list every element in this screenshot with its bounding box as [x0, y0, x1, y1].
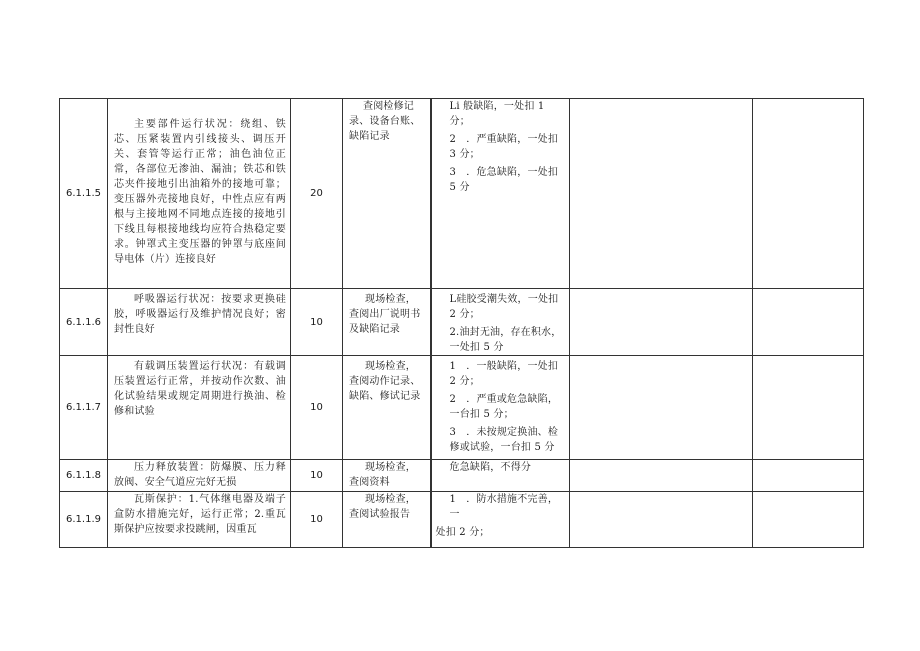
criteria-item: Li 般缺陷，一处扣 1 分；	[449, 101, 545, 127]
item-content: 瓦斯保护：1.气体继电器及端子盒防水措施完好，运行正常；2.重瓦斯保护应按要求投跳闸，因重瓦	[114, 494, 286, 535]
item-content: 压力释放装置：防爆膜、压力释放阀、安全气道应完好无损	[114, 462, 286, 488]
blank-cell	[570, 356, 753, 460]
check-method-cell	[343, 460, 431, 492]
criteria-item: 2 ．严重或危急缺陷，一台扣 5 分；	[449, 394, 559, 420]
item-code: 6.1.1.8	[60, 460, 108, 492]
item-score: 10	[291, 356, 343, 460]
item-content: 呼吸器运行状况：按要求更换硅胶，呼吸器运行及维护情况良好；密封性良好	[114, 294, 286, 335]
check-method: 现场检查，查阅资料	[349, 462, 416, 488]
blank-cell	[570, 99, 753, 289]
table-row	[60, 492, 864, 548]
item-code: 6.1.1.6	[60, 289, 108, 356]
inspection-table	[59, 98, 864, 548]
criteria-cell	[431, 492, 570, 548]
criteria-list	[432, 492, 570, 544]
blank-cell	[570, 492, 753, 548]
item-code: 6.1.1.5	[60, 99, 108, 289]
criteria-cell	[431, 99, 570, 289]
item-content-cell	[108, 289, 291, 356]
item-content: 有载调压装置运行状况：有载调压装置运行正常，并按动作次数、油化试验结果或规定周期进行换油、检修和试验	[114, 361, 286, 417]
blank-cell	[753, 492, 864, 548]
criteria-item: L硅胶受潮失效，一处扣 2 分；	[449, 294, 559, 320]
check-method-cell	[343, 492, 431, 548]
check-method: 现场检查，查阅动作记录、缺陷、修试记录	[349, 361, 421, 402]
blank-cell	[753, 460, 864, 492]
item-score: 10	[291, 460, 343, 492]
criteria-item: 1 ．防水措施不完善，一	[449, 494, 559, 520]
blank-cell	[570, 460, 753, 492]
criteria-item: 处扣 2 分；	[435, 527, 490, 538]
item-code: 6.1.1.7	[60, 356, 108, 460]
item-score: 10	[291, 492, 343, 548]
blank-cell	[570, 289, 753, 356]
criteria-item: 1 ．一般缺陷，一处扣 2 分；	[449, 361, 559, 387]
item-content-cell	[108, 99, 291, 289]
blank-cell	[753, 289, 864, 356]
check-method: 现场检查，查阅试验报告	[349, 494, 416, 520]
criteria-item: 3 ．危急缺陷，一处扣 5 分	[449, 167, 559, 193]
check-method: 查阅检修记录、设备台账、缺陷记录	[349, 101, 421, 142]
check-method: 现场检查，查阅出厂说明书及缺陷记录	[349, 294, 421, 335]
blank-cell	[753, 356, 864, 460]
blank-cell	[753, 99, 864, 289]
criteria-list	[432, 292, 570, 355]
check-method-cell	[343, 99, 431, 289]
criteria-cell	[431, 289, 570, 356]
item-content-cell	[108, 356, 291, 460]
criteria-list	[432, 460, 570, 475]
item-score: 20	[291, 99, 343, 289]
criteria-item: 3 ．未按规定换油、检修或试验，一台扣 5 分	[449, 427, 559, 453]
table-row	[60, 99, 864, 289]
item-content-cell	[108, 460, 291, 492]
criteria-cell	[431, 460, 570, 492]
table-row	[60, 460, 864, 492]
item-content: 主要部件运行状况：绕组、铁芯、压紧装置内引线接头、调压开关、套管等运行正常；油色油位正常，各部位无渗油、漏油；铁芯和铁芯夹件接地引出油箱外的接地可靠；变压器外壳接地良好，中性点应有两根与主接地网不同地点连接的接地引下线且每根接地线均应符合热稳定要求。钟罩式主变压器的钟罩与底座间导电体（片）连接良好	[114, 119, 286, 265]
criteria-item: 2.油封无油，存在积水，一处扣 5 分	[449, 327, 562, 353]
item-code: 6.1.1.9	[60, 492, 108, 548]
criteria-list	[432, 359, 570, 459]
check-method-cell	[343, 356, 431, 460]
criteria-list	[432, 99, 570, 195]
criteria-cell	[431, 356, 570, 460]
criteria-item: 危急缺陷，不得分	[449, 462, 532, 473]
item-score: 10	[291, 289, 343, 356]
criteria-item: 2 ．严重缺陷，一处扣 3 分；	[449, 134, 559, 160]
table-row	[60, 356, 864, 460]
item-content-cell	[108, 492, 291, 548]
table-row	[60, 289, 864, 356]
check-method-cell	[343, 289, 431, 356]
